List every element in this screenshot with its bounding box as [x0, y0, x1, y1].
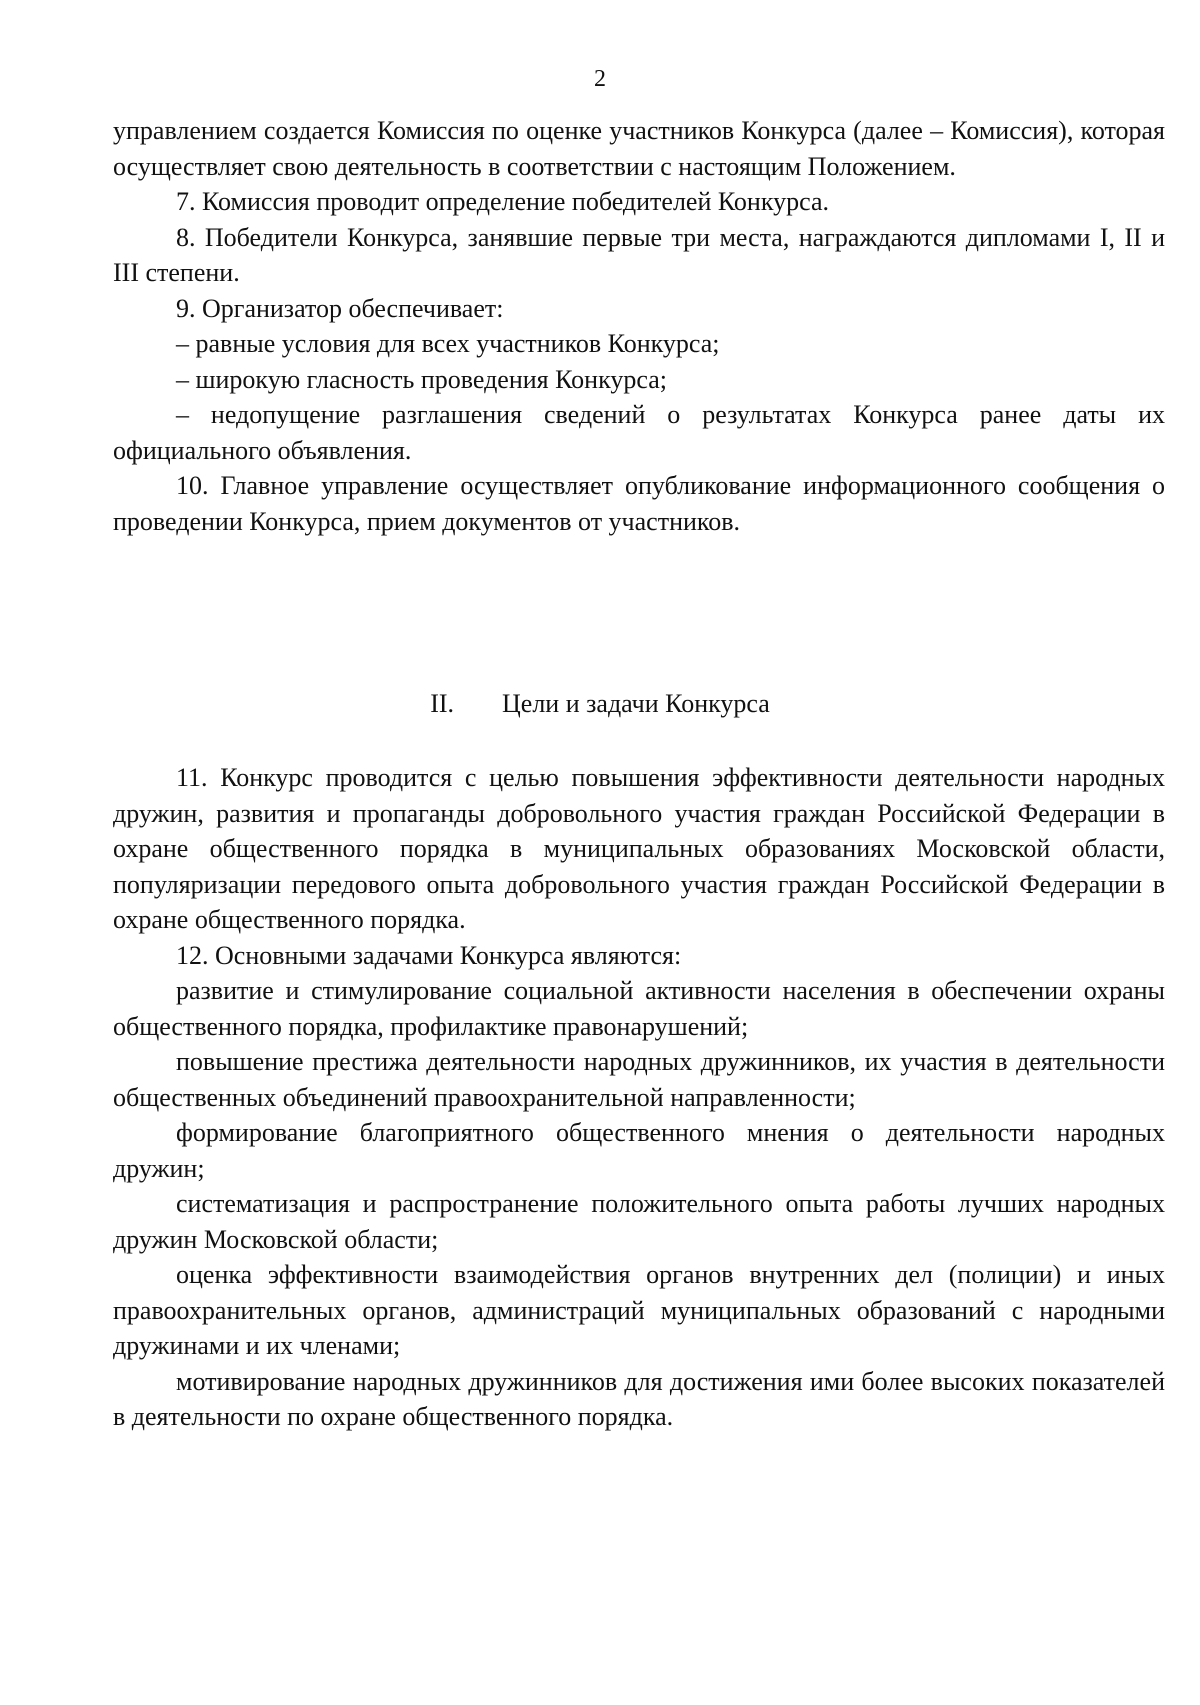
task-prestige: повышение престижа деятельности народных дружинников, их участия в деятельности общественных объединений правоохранительной направленности;: [113, 1047, 1165, 1112]
paragraph-12: 12. Основными задачами Конкурса являются:: [176, 940, 682, 970]
task-public-opinion: формирование благоприятного общественного мнения о деятельности народных дружин;: [113, 1118, 1165, 1183]
paragraph-6-continuation: управлением создается Комиссия по оценке участников Конкурса (далее – Комиссия), которая осуществляет свою деятельность в соответствии с настоящим Положением.: [113, 116, 1165, 181]
section-number: II.: [430, 689, 455, 718]
task-motivation: мотивирование народных дружинников для достижения ими более высоких показателей в деятельности по охране общественного порядка.: [113, 1366, 1165, 1431]
list-item-publicity: – широкую гласность проведения Конкурса;: [176, 364, 667, 394]
task-cooperation: оценка эффективности взаимодействия органов внутренних дел (полиции) и иных правоохранительных органов, администраций муниципальных образований с народными дружинами и их членами;: [113, 1260, 1165, 1360]
task-experience: систематизация и распространение положительного опыта работы лучших народных дружин Московской области;: [113, 1189, 1165, 1254]
paragraph-9: 9. Организатор обеспечивает:: [176, 293, 504, 323]
task-social-activity: развитие и стимулирование социальной активности населения в обеспечении охраны общественного порядка, профилактике правонарушений;: [113, 976, 1165, 1041]
paragraph-8: 8. Победители Конкурса, занявшие первые три места, награждаются дипломами I, II и III степени.: [113, 222, 1165, 287]
section-i-continuation: [113, 113, 1165, 539]
list-item-non-disclosure: – недопущение разглашения сведений о результатах Конкурса ранее даты их официального объявления.: [113, 400, 1165, 465]
paragraph-11: 11. Конкурс проводится с целью повышения эффективности деятельности народных дружин, развития и пропаганды добровольного участия граждан Российской Федерации в охране общественного порядка в муниципальных образованиях Московской области, популяризации передового опыта добровольного участия граждан Российской Федерации в охране общественного порядка.: [113, 763, 1165, 934]
section-heading: [0, 688, 1200, 720]
list-item-equal-conditions: – равные условия для всех участников Конкурса;: [176, 329, 720, 358]
section-title: Цели и задачи Конкурса: [502, 689, 770, 718]
page-number: 2: [594, 66, 606, 92]
paragraph-7: 7. Комиссия проводит определение победителей Конкурса.: [176, 187, 829, 216]
paragraph-10: 10. Главное управление осуществляет опубликование информационного сообщения о проведении Конкурса, прием документов от участников.: [113, 471, 1165, 536]
section-ii-body: [113, 760, 1165, 1435]
